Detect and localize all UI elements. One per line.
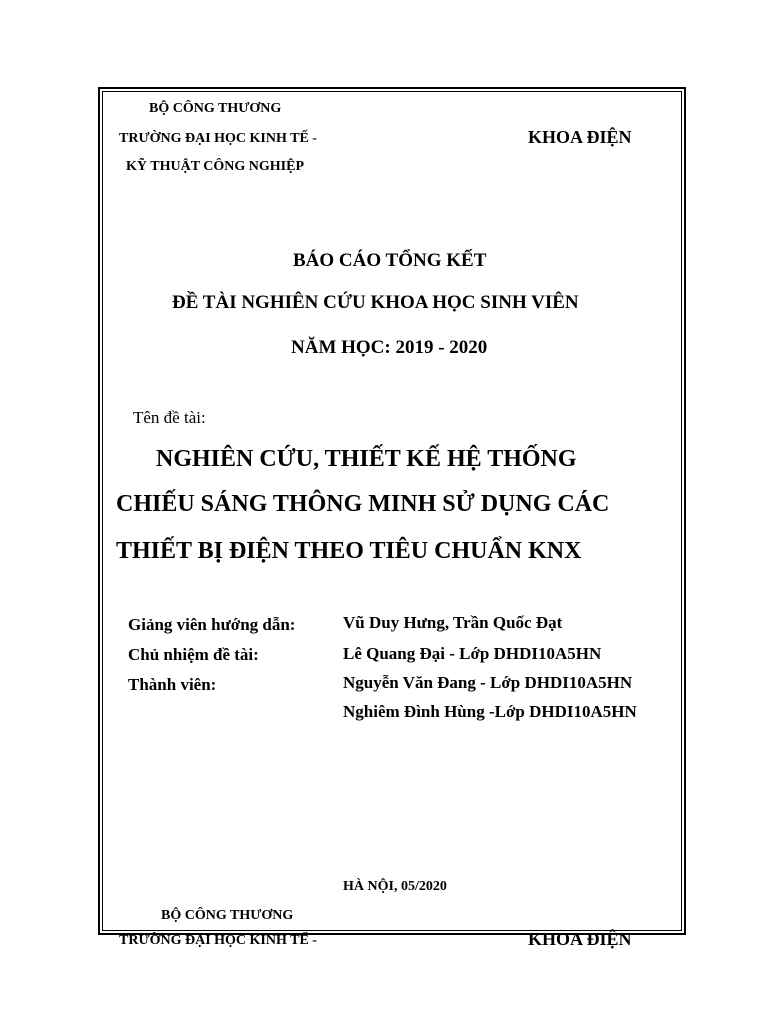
ministry-name: BỘ CÔNG THƯƠNG	[149, 101, 282, 116]
next-page-university: TRƯỜNG ĐẠI HỌC KINH TẾ -	[119, 933, 317, 948]
report-subheading: ĐỀ TÀI NGHIÊN CỨU KHOA HỌC SINH VIÊN	[172, 292, 579, 313]
topic-label: Tên đề tài:	[133, 408, 206, 427]
supervisor-value: Vũ Duy Hưng, Trần Quốc Đạt	[343, 613, 563, 632]
topic-title-line1: NGHIÊN CỨU, THIẾT KẾ HỆ THỐNG	[156, 446, 577, 472]
place-date: HÀ NỘI, 05/2020	[343, 879, 447, 894]
school-year: NĂM HỌC: 2019 - 2020	[291, 337, 488, 358]
report-heading: BÁO CÁO TỔNG KẾT	[293, 250, 487, 271]
lead-label: Chủ nhiệm đề tài:	[128, 645, 259, 664]
next-page-faculty: KHOA ĐIỆN	[528, 929, 632, 949]
supervisor-label: Giảng viên hướng dẫn:	[128, 615, 296, 634]
lead-value: Lê Quang Đại - Lớp DHDI10A5HN	[343, 644, 602, 663]
topic-title-line3: THIẾT BỊ ĐIỆN THEO TIÊU CHUẨN KNX	[116, 538, 582, 564]
university-name-line2: KỸ THUẬT CÔNG NGHIỆP	[126, 159, 305, 174]
university-name-line1: TRƯỜNG ĐẠI HỌC KINH TẾ -	[119, 131, 317, 146]
member-2: Nghiêm Đình Hùng -Lớp DHDI10A5HN	[343, 702, 637, 721]
member-1: Nguyễn Văn Đang - Lớp DHDI10A5HN	[343, 673, 633, 692]
topic-title-line2: CHIẾU SÁNG THÔNG MINH SỬ DỤNG CÁC	[116, 491, 610, 517]
members-label: Thành viên:	[128, 675, 217, 694]
next-page-ministry: BỘ CÔNG THƯƠNG	[161, 908, 294, 923]
next-page-header-strip	[0, 929, 768, 959]
faculty-name: KHOA ĐIỆN	[528, 127, 632, 147]
